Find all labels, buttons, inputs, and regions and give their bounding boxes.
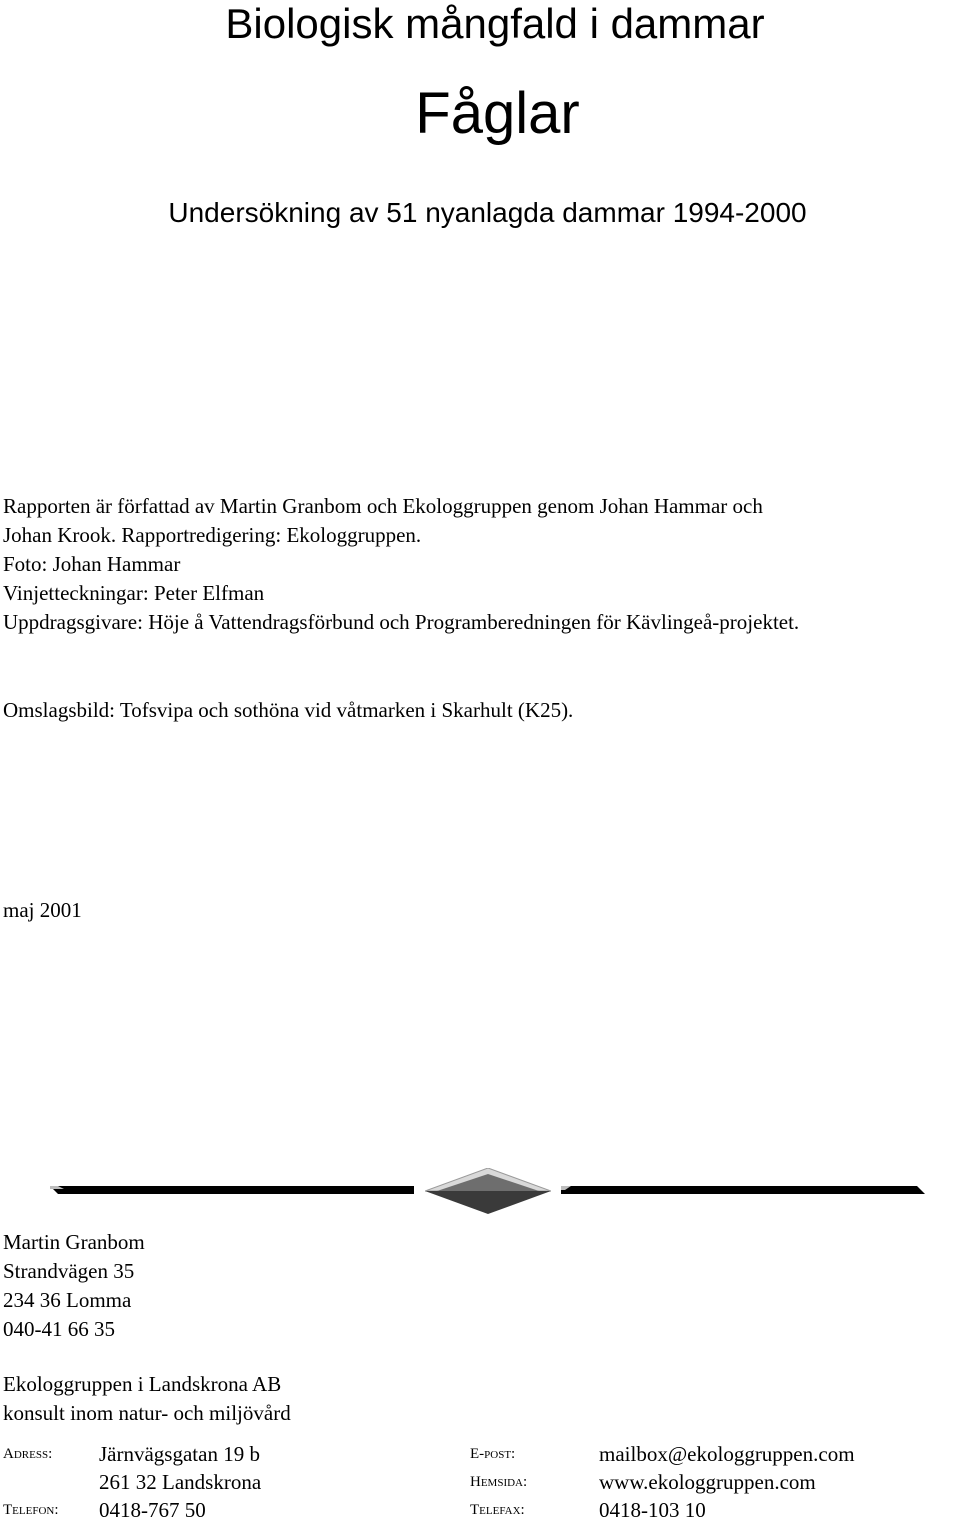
address-label: Adress:	[3, 1446, 53, 1462]
company-block	[3, 1370, 291, 1428]
diamond-ornament-bottom	[425, 1191, 551, 1214]
address-line1: Järnvägsgatan 19 b	[99, 1442, 260, 1466]
author-street: Strandvägen 35	[3, 1259, 135, 1283]
author-address-block	[3, 1228, 145, 1344]
email-label: E-post:	[470, 1446, 516, 1462]
report-subtitle: Fåglar	[415, 81, 580, 146]
fax-label: Telefax:	[470, 1502, 525, 1518]
credits-authors-line2: Johan Krook. Rapportredigering: Ekologgruppen.	[3, 523, 422, 547]
fax-value: 0418-103 10	[599, 1498, 706, 1522]
report-title: Biologisk mångfald i dammar	[225, 0, 765, 47]
website-value[interactable]: www.ekologgruppen.com	[599, 1470, 816, 1494]
contact-block	[3, 1440, 933, 1524]
divider-rule-left-bar	[50, 1186, 414, 1194]
divider-rule-right-bar	[561, 1186, 925, 1194]
credits-photo: Foto: Johan Hammar	[3, 552, 181, 576]
survey-description: Undersökning av 51 nyanlagda dammar 1994-2000	[168, 197, 807, 228]
diamond-ornament	[425, 1168, 551, 1214]
credits-authors-line1: Rapporten är författad av Martin Granbom och Ekologgruppen genom Johan Hammar och	[3, 494, 763, 518]
website-label: Hemsida:	[470, 1474, 528, 1490]
address-line2: 261 32 Landskrona	[99, 1470, 262, 1494]
author-phone: 040-41 66 35	[3, 1317, 115, 1341]
contact-row-1	[3, 1440, 933, 1468]
company-name: Ekologgruppen i Landskrona AB	[3, 1372, 282, 1396]
author-name: Martin Granbom	[3, 1230, 145, 1254]
phone-value: 0418-767 50	[99, 1498, 206, 1522]
credits-block	[3, 492, 953, 637]
credits-vignettes: Vinjetteckningar: Peter Elfman	[3, 581, 265, 605]
email-value[interactable]: mailbox@ekologgruppen.com	[599, 1442, 855, 1466]
phone-label: Telefon:	[3, 1502, 59, 1518]
contact-row-3	[3, 1496, 933, 1524]
divider-rule-right	[561, 1186, 925, 1194]
cover-image-caption: Omslagsbild: Tofsvipa och sothöna vid våtmarken i Skarhult (K25).	[3, 698, 574, 722]
contact-row-2	[3, 1468, 933, 1496]
publication-date: maj 2001	[3, 898, 82, 922]
company-tagline: konsult inom natur- och miljövård	[3, 1401, 291, 1425]
divider-rule-left	[50, 1186, 414, 1194]
credits-client: Uppdragsgivare: Höje å Vattendragsförbund och Programberedningen för Kävlingeå-projektet.	[3, 610, 800, 634]
author-postal: 234 36 Lomma	[3, 1288, 132, 1312]
